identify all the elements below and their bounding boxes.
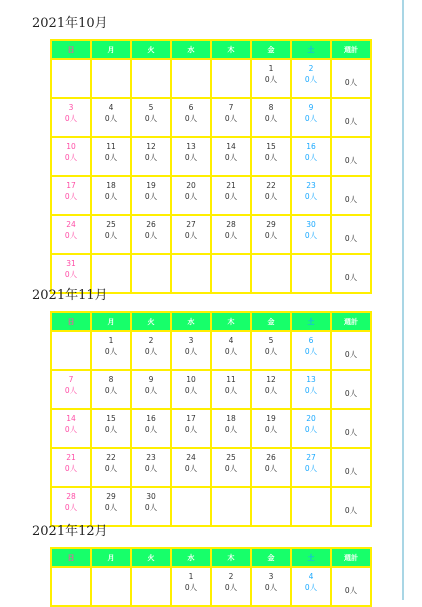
day-number: 11 [106, 142, 116, 151]
weekday-header-5: 金 [251, 40, 291, 59]
week-row [51, 567, 371, 606]
weekday-header-5: 金 [251, 548, 291, 567]
week-row [51, 370, 371, 409]
empty-day-cell [211, 487, 251, 526]
day-number: 16 [306, 142, 316, 151]
weekday-header-0: 日 [51, 40, 91, 59]
day-count: 0人 [224, 114, 238, 123]
day-cell [291, 409, 331, 448]
day-cell [251, 59, 291, 98]
day-number: 1 [268, 64, 274, 73]
week-total-cell: 0人 [331, 409, 371, 448]
day-number: 3 [68, 103, 74, 112]
day-count: 0人 [224, 347, 238, 356]
day-number: 20 [306, 414, 316, 423]
empty-day-cell [171, 254, 211, 293]
day-cell [251, 98, 291, 137]
empty-day-cell [51, 567, 91, 606]
day-cell [211, 137, 251, 176]
month-title-dec: 2021年12月 [32, 524, 108, 539]
day-cell [171, 137, 211, 176]
day-count: 0人 [144, 153, 158, 162]
day-cell [291, 567, 331, 606]
empty-day-cell [251, 487, 291, 526]
day-count: 0人 [184, 386, 198, 395]
weekday-header-0: 日 [51, 548, 91, 567]
day-number: 20 [186, 181, 196, 190]
day-number: 5 [148, 103, 154, 112]
day-count: 0人 [64, 503, 78, 512]
day-number: 15 [106, 414, 116, 423]
week-row [51, 215, 371, 254]
day-number: 10 [186, 375, 196, 384]
day-number: 18 [226, 414, 236, 423]
weekday-header-2: 火 [131, 312, 171, 331]
day-number: 18 [106, 181, 116, 190]
day-number: 9 [308, 103, 314, 112]
day-cell [51, 370, 91, 409]
empty-day-cell [251, 254, 291, 293]
week-total-cell: 0人 [331, 448, 371, 487]
day-count: 0人 [264, 386, 278, 395]
weekday-header-2: 火 [131, 40, 171, 59]
day-count: 0人 [304, 114, 318, 123]
week-row [51, 409, 371, 448]
day-cell [131, 487, 171, 526]
day-number: 31 [66, 259, 76, 268]
empty-day-cell [131, 59, 171, 98]
day-number: 23 [306, 181, 316, 190]
day-number: 19 [146, 181, 156, 190]
day-count: 0人 [184, 347, 198, 356]
day-cell [211, 98, 251, 137]
day-number: 2 [308, 64, 314, 73]
day-number: 22 [266, 181, 276, 190]
empty-day-cell [171, 59, 211, 98]
day-count: 0人 [304, 425, 318, 434]
day-number: 2 [228, 572, 234, 581]
day-cell [171, 567, 211, 606]
day-number: 25 [226, 453, 236, 462]
empty-day-cell [211, 59, 251, 98]
day-count: 0人 [264, 464, 278, 473]
week-total-cell: 0人 [331, 137, 371, 176]
day-number: 4 [108, 103, 114, 112]
day-number: 17 [186, 414, 196, 423]
day-cell [51, 137, 91, 176]
day-number: 29 [266, 220, 276, 229]
day-number: 5 [268, 336, 274, 345]
day-number: 25 [106, 220, 116, 229]
weekday-header-6: 土 [291, 40, 331, 59]
day-number: 2 [148, 336, 154, 345]
day-count: 0人 [304, 464, 318, 473]
day-count: 0人 [144, 425, 158, 434]
day-count: 0人 [304, 583, 318, 592]
week-row [51, 59, 371, 98]
day-cell [131, 331, 171, 370]
day-count: 0人 [184, 192, 198, 201]
month-title-nov: 2021年11月 [32, 288, 108, 303]
day-cell [131, 370, 171, 409]
right-divider-line [402, 0, 404, 600]
day-number: 24 [186, 453, 196, 462]
week-total-cell: 0人 [331, 487, 371, 526]
day-count: 0人 [104, 153, 118, 162]
day-cell [131, 215, 171, 254]
day-count: 0人 [264, 114, 278, 123]
day-count: 0人 [64, 231, 78, 240]
day-number: 6 [188, 103, 194, 112]
day-number: 27 [306, 453, 316, 462]
day-count: 0人 [144, 231, 158, 240]
weekday-header-6: 土 [291, 312, 331, 331]
weekday-header-3: 水 [171, 312, 211, 331]
day-cell [291, 215, 331, 254]
day-cell [91, 331, 131, 370]
day-number: 30 [146, 492, 156, 501]
weekday-header-0: 日 [51, 312, 91, 331]
week-total-cell: 0人 [331, 567, 371, 606]
day-count: 0人 [104, 231, 118, 240]
day-number: 30 [306, 220, 316, 229]
day-cell [291, 176, 331, 215]
day-count: 0人 [184, 425, 198, 434]
day-count: 0人 [264, 231, 278, 240]
day-count: 0人 [144, 114, 158, 123]
day-cell [211, 176, 251, 215]
week-total-cell: 0人 [331, 370, 371, 409]
day-cell [51, 215, 91, 254]
day-cell [91, 215, 131, 254]
week-total-cell: 0人 [331, 254, 371, 293]
day-cell [251, 448, 291, 487]
day-cell [211, 448, 251, 487]
day-cell [91, 98, 131, 137]
day-cell [291, 98, 331, 137]
day-cell [131, 137, 171, 176]
day-cell [251, 370, 291, 409]
day-number: 21 [226, 181, 236, 190]
day-cell [171, 98, 211, 137]
month-title-oct: 2021年10月 [32, 16, 108, 31]
day-cell [251, 215, 291, 254]
weekday-header-1: 月 [91, 312, 131, 331]
day-number: 19 [266, 414, 276, 423]
empty-day-cell [51, 59, 91, 98]
day-cell [51, 176, 91, 215]
day-cell [171, 370, 211, 409]
day-number: 14 [226, 142, 236, 151]
day-cell [211, 567, 251, 606]
weekday-header-7: 週計 [331, 312, 371, 331]
day-number: 3 [188, 336, 194, 345]
day-count: 0人 [144, 347, 158, 356]
day-count: 0人 [304, 75, 318, 84]
day-number: 13 [306, 375, 316, 384]
day-cell [131, 448, 171, 487]
day-cell [91, 409, 131, 448]
day-count: 0人 [224, 425, 238, 434]
day-count: 0人 [64, 270, 78, 279]
empty-day-cell [51, 331, 91, 370]
day-number: 8 [108, 375, 114, 384]
day-count: 0人 [224, 153, 238, 162]
weekday-header-4: 木 [211, 548, 251, 567]
day-number: 26 [266, 453, 276, 462]
day-count: 0人 [104, 192, 118, 201]
day-number: 16 [146, 414, 156, 423]
day-cell [131, 176, 171, 215]
week-row [51, 98, 371, 137]
day-cell [211, 215, 251, 254]
weekday-header-2: 火 [131, 548, 171, 567]
day-number: 4 [228, 336, 234, 345]
day-cell [131, 98, 171, 137]
day-number: 3 [268, 572, 274, 581]
day-count: 0人 [224, 464, 238, 473]
day-count: 0人 [144, 464, 158, 473]
day-cell [291, 137, 331, 176]
day-cell [211, 409, 251, 448]
day-cell [171, 215, 211, 254]
week-row [51, 331, 371, 370]
day-number: 10 [66, 142, 76, 151]
day-number: 22 [106, 453, 116, 462]
day-cell [251, 331, 291, 370]
empty-day-cell [131, 567, 171, 606]
day-cell [51, 98, 91, 137]
day-number: 28 [66, 492, 76, 501]
weekday-header-5: 金 [251, 312, 291, 331]
day-count: 0人 [104, 464, 118, 473]
day-number: 11 [226, 375, 236, 384]
day-count: 0人 [64, 464, 78, 473]
day-number: 23 [146, 453, 156, 462]
empty-day-cell [211, 254, 251, 293]
day-count: 0人 [104, 347, 118, 356]
day-number: 8 [268, 103, 274, 112]
empty-day-cell [291, 254, 331, 293]
day-number: 4 [308, 572, 314, 581]
day-number: 17 [66, 181, 76, 190]
day-count: 0人 [224, 583, 238, 592]
day-count: 0人 [184, 114, 198, 123]
day-count: 0人 [104, 114, 118, 123]
day-number: 15 [266, 142, 276, 151]
day-cell [211, 370, 251, 409]
day-number: 29 [106, 492, 116, 501]
day-number: 7 [228, 103, 234, 112]
day-count: 0人 [304, 347, 318, 356]
calendar-table-oct [50, 39, 372, 294]
day-count: 0人 [264, 75, 278, 84]
weekday-header-4: 木 [211, 40, 251, 59]
day-count: 0人 [264, 153, 278, 162]
day-number: 12 [266, 375, 276, 384]
day-number: 14 [66, 414, 76, 423]
week-row [51, 137, 371, 176]
week-total-cell: 0人 [331, 59, 371, 98]
day-count: 0人 [304, 192, 318, 201]
day-number: 27 [186, 220, 196, 229]
weekday-header-7: 週計 [331, 40, 371, 59]
day-cell [251, 137, 291, 176]
calendar-table-dec [50, 547, 372, 607]
day-cell [251, 176, 291, 215]
day-count: 0人 [184, 153, 198, 162]
weekday-header-3: 水 [171, 40, 211, 59]
day-count: 0人 [224, 386, 238, 395]
day-count: 0人 [264, 425, 278, 434]
weekday-header-1: 月 [91, 40, 131, 59]
day-cell [171, 331, 211, 370]
day-cell [131, 409, 171, 448]
week-total-cell: 0人 [331, 215, 371, 254]
week-total-cell: 0人 [331, 176, 371, 215]
day-count: 0人 [144, 192, 158, 201]
day-cell [171, 448, 211, 487]
week-total-cell: 0人 [331, 331, 371, 370]
day-count: 0人 [304, 231, 318, 240]
day-cell [251, 567, 291, 606]
day-count: 0人 [104, 386, 118, 395]
day-number: 13 [186, 142, 196, 151]
day-count: 0人 [184, 231, 198, 240]
weekday-header-6: 土 [291, 548, 331, 567]
day-count: 0人 [264, 583, 278, 592]
day-count: 0人 [64, 192, 78, 201]
day-count: 0人 [264, 347, 278, 356]
day-count: 0人 [224, 192, 238, 201]
day-number: 1 [108, 336, 114, 345]
week-total-cell: 0人 [331, 98, 371, 137]
day-count: 0人 [64, 114, 78, 123]
day-count: 0人 [144, 386, 158, 395]
day-number: 24 [66, 220, 76, 229]
day-cell [211, 331, 251, 370]
day-count: 0人 [224, 231, 238, 240]
day-number: 6 [308, 336, 314, 345]
empty-day-cell [91, 59, 131, 98]
weekday-header-3: 水 [171, 548, 211, 567]
day-number: 1 [188, 572, 194, 581]
calendar-table-nov [50, 311, 372, 527]
empty-day-cell [291, 487, 331, 526]
day-count: 0人 [64, 153, 78, 162]
day-count: 0人 [64, 425, 78, 434]
day-number: 9 [148, 375, 154, 384]
day-number: 26 [146, 220, 156, 229]
day-cell [91, 137, 131, 176]
weekday-header-1: 月 [91, 548, 131, 567]
day-count: 0人 [104, 425, 118, 434]
day-count: 0人 [64, 386, 78, 395]
week-row [51, 176, 371, 215]
day-cell [171, 176, 211, 215]
day-count: 0人 [184, 583, 198, 592]
day-number: 28 [226, 220, 236, 229]
day-cell [291, 448, 331, 487]
day-cell [91, 176, 131, 215]
day-cell [51, 409, 91, 448]
day-cell [291, 331, 331, 370]
day-cell [91, 370, 131, 409]
weekday-header-7: 週計 [331, 548, 371, 567]
day-count: 0人 [144, 503, 158, 512]
empty-day-cell [91, 567, 131, 606]
empty-day-cell [131, 254, 171, 293]
day-count: 0人 [104, 503, 118, 512]
week-row [51, 448, 371, 487]
day-cell [291, 59, 331, 98]
day-number: 12 [146, 142, 156, 151]
weekday-header-4: 木 [211, 312, 251, 331]
day-cell [91, 448, 131, 487]
day-count: 0人 [304, 153, 318, 162]
day-cell [51, 448, 91, 487]
day-cell [291, 370, 331, 409]
day-number: 21 [66, 453, 76, 462]
day-count: 0人 [304, 386, 318, 395]
day-cell [251, 409, 291, 448]
empty-day-cell [171, 487, 211, 526]
day-cell [171, 409, 211, 448]
day-number: 7 [68, 375, 74, 384]
day-count: 0人 [264, 192, 278, 201]
day-count: 0人 [184, 464, 198, 473]
